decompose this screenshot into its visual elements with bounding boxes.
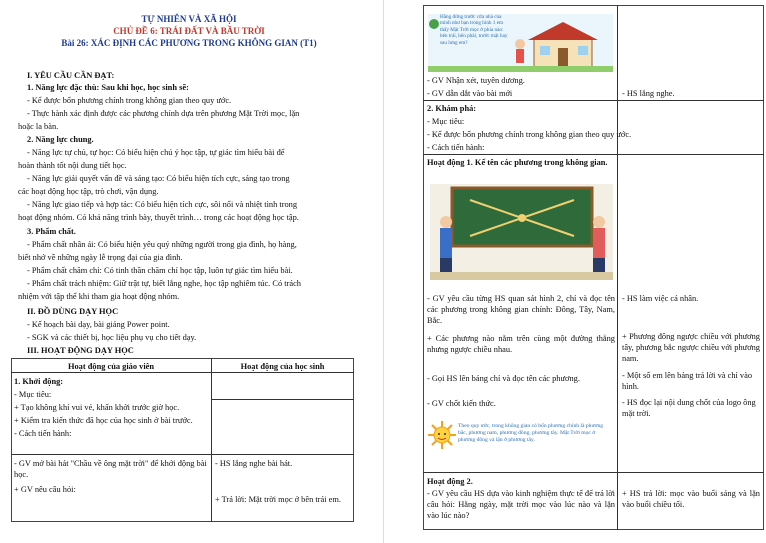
table-cell-gv: - GV chốt kiến thức. <box>427 399 496 408</box>
table-cell-hs: + Phương đông ngược chiều với phương tây, phương bắc ngược chiều với phương nam. <box>622 332 760 363</box>
subsection-heading: 1. Năng lực đặc thù: Sau khi học, học sinh sẽ: <box>27 83 189 92</box>
text-line: - Năng lực tự chủ, tự học: Có biểu hiện chú ý học tập, tự giác tìm hiểu bài để <box>27 148 285 157</box>
table-row: 1. Khởi động: <box>14 377 64 386</box>
table-cell-gv: - GV dẫn dắt vào bài mới <box>427 89 513 98</box>
table-head-student: Hoạt động của học sinh <box>240 362 325 371</box>
table-row: + Kiểm tra kiến thức đã học của học sinh ở bài trước. <box>14 416 193 425</box>
table-cell-gv: + Các phương nào nằm trên cùng một đường thẳng nhưng ngược chiều nhau. <box>427 334 615 354</box>
section-heading: III. HOẠT ĐỘNG DẠY HỌC <box>27 346 134 355</box>
kham-pha-heading: 2. Khám phá: <box>427 104 477 113</box>
compass-board-image <box>430 184 613 280</box>
sun-note: Theo quy ước, trong không gian có bốn phương chính là phương bắc, phương nam, phương đông, phương tây. Mặt Trời mọc ở phương đông và lặn ở phương tây. <box>458 423 604 444</box>
text-line: các hoạt động học tập, trò chơi, vận dụng. <box>18 187 159 196</box>
text-line: biết nhớ về những ngày lễ trọng đại của gia đình. <box>18 253 183 262</box>
table-cell-hs: + Trả lời: Mặt trời mọc ở bên trái em. <box>215 495 341 504</box>
text-line: - Kể được bốn phương chính trong không gian theo quy ước. <box>427 130 632 139</box>
table-cell-hs: - HS lắng nghe. <box>622 89 675 98</box>
right-page <box>388 0 766 543</box>
left-page <box>0 0 378 543</box>
text-line: - SGK và các thiết bị, học liệu phụ vụ cho tiết dạy. <box>27 333 197 342</box>
table-cell-hs: - Một số em lên bảng trả lời và chỉ vào hình. <box>622 371 753 391</box>
sun-icon <box>428 418 456 452</box>
table-cell-gv: - Gọi HS lên bảng chỉ và đọc tên các phương. <box>427 374 580 383</box>
section-heading: II. ĐỒ DÙNG DẠY HỌC <box>27 307 119 316</box>
table-cell-hs: - HS làm việc cá nhân. <box>622 294 699 303</box>
text-line: - Kể được bốn phương chính trong không gian theo quy ước. <box>27 96 232 105</box>
subsection-heading: 2. Năng lực chung. <box>27 135 94 144</box>
topic-title: CHỦ ĐỀ 6: TRÁI ĐẤT VÀ BẦU TRỜI <box>113 26 265 36</box>
table-cell-gv: + GV nêu câu hỏi: <box>14 485 76 494</box>
activity-2-heading: Hoạt động 2. <box>427 477 473 486</box>
classroom-illustration <box>430 184 613 280</box>
text-line: - Cách tiến hành: <box>427 143 485 152</box>
text-line: - Phẩm chất trách nhiệm: Giữ trật tự, biết lắng nghe, học tập nghiêm túc. Có trách <box>27 279 301 288</box>
table-cell-gv: - GV yêu cầu HS dựa vào kinh nghiệm thực tế để trả lời câu hỏi: Hằng ngày, mặt trời mọc vào lúc nào và lặn vào lúc nào? <box>427 489 615 520</box>
subject-title: TỰ NHIÊN VÀ XÃ HỘI <box>141 14 237 24</box>
text-line: - Kế hoạch bài dạy, bài giảng Power point. <box>27 320 170 329</box>
text-line: hoặc la bàn. <box>18 122 59 131</box>
table-cell-hs: - HS đọc lại nội dung chốt của logo ông mặt trời. <box>622 398 756 418</box>
table-cell-gv: - GV mở bài hát "Chầu về ông mặt trời" để khởi động bài học. <box>14 459 207 479</box>
table-cell-gv: - GV Nhận xét, tuyên dương. <box>427 76 525 85</box>
table-cell-hs: + HS trả lời: mọc vào buổi sáng và lặn vào buổi chiều tối. <box>622 489 760 509</box>
table-head-teacher: Hoạt động của giáo viên <box>67 362 155 371</box>
text-line: - Năng lực giải quyết vấn đề và sáng tạo: Có biểu hiện tích cực, sáng tạo trong <box>27 174 290 183</box>
text-line: hoàn thành tốt nội dung tiết học. <box>18 161 127 170</box>
section-heading: I. YÊU CẦU CẦN ĐẠT: <box>27 71 115 80</box>
activity-1-heading: Hoạt động 1. Kể tên các phương trong không gian. <box>427 158 608 167</box>
text-line: - Phẩm chất chăm chỉ: Có tinh thần chăm chỉ học tập, luôn tự giác tìm hiểu bài. <box>27 266 293 275</box>
text-line: hoạt động nhóm. Có khả năng trình bày, thuyết trình… trong các hoạt động học tập. <box>18 213 299 222</box>
text-line: - Phẩm chất nhân ái: Có biểu hiện yêu quý những người trong gia đình, họ hàng, <box>27 240 297 249</box>
text-line: - Mục tiêu: <box>427 117 465 126</box>
table-cell-gv: - GV yêu cầu từng HS quan sát hình 2, chỉ và đọc tên các phương trong không gian chính: Đông, Tây, Nam, Bắc. <box>427 294 615 325</box>
table-row: - Mục tiêu: <box>14 390 52 399</box>
table-row: + Tạo không khí vui vẻ, khấn khởi trước giờ học. <box>14 403 180 412</box>
table-cell-hs: - HS lắng nghe bài hát. <box>215 459 293 468</box>
text-line: - Thực hành xác định được các phương chính dựa trên phương Mặt Trời mọc, lặn <box>27 109 300 118</box>
text-line: nhiệm với tập thể khi tham gia hoạt động nhóm. <box>18 292 180 301</box>
table-row: - Cách tiến hành: <box>14 429 72 438</box>
subsection-heading: 3. Phẩm chất. <box>27 227 76 236</box>
text-line: - Năng lực giao tiếp và hợp tác: Có biểu hiện tích cực, sôi nổi và nhiệt tình trong <box>27 200 298 209</box>
lesson-title: Bài 26: XÁC ĐỊNH CÁC PHƯƠNG TRONG KHÔNG GIAN (T1) <box>61 38 317 48</box>
speech-bubble: Hằng đứng trước cửa nhà của mình như bạn trong hình 1 em thấy Mặt Trời mọc ở phía nào: bên trái, bên phải, trước mặt hay sau lưng em? <box>440 14 508 46</box>
